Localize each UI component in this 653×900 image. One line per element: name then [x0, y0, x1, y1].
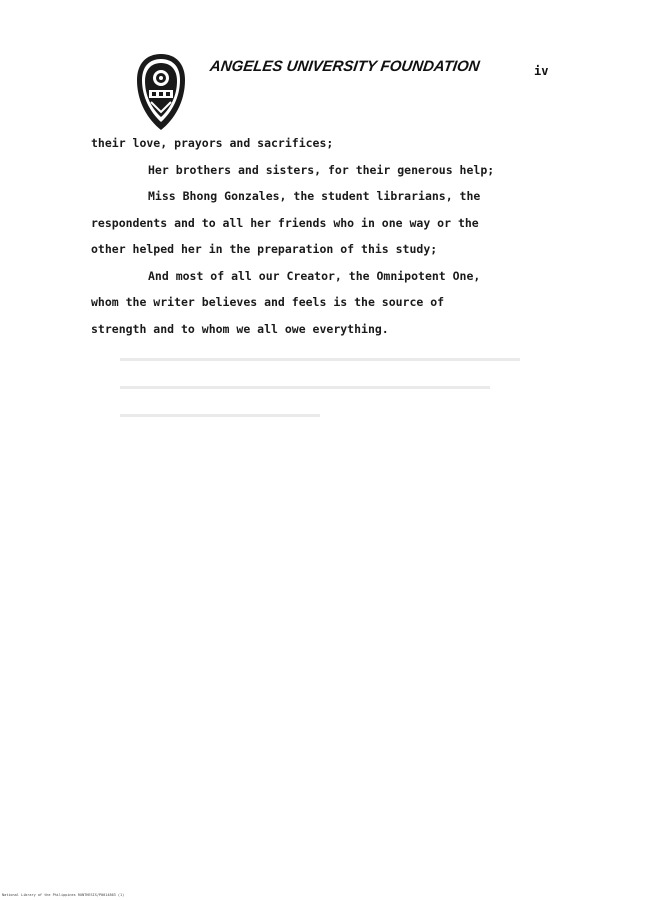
text-line: whom the writer believes and feels is the source of: [91, 295, 445, 309]
page-number: iv: [534, 64, 549, 78]
text-line: Her brothers and sisters, for their generous help;: [148, 162, 495, 177]
text-line: strength and to whom we all owe everything.: [91, 321, 389, 336]
acknowledgment-text: [91, 130, 591, 342]
text-line: their love, prayors and sacrifices;: [91, 136, 334, 150]
text-line: other helped her in the preparation of this study;: [91, 242, 438, 256]
archive-footer: National Library of the Philippines RUNTHESIS/P0014863 (1): [2, 893, 125, 897]
university-seal-icon: [132, 52, 190, 132]
text-line: And most of all our Creator, the Omnipotent One,: [148, 268, 481, 283]
show-through-smudge: [110, 350, 530, 430]
text-line: Miss Bhong Gonzales, the student librarians, the: [148, 189, 481, 203]
letterhead-title: ANGELES UNIVERSITY FOUNDATION: [208, 58, 481, 75]
text-line: respondents and to all her friends who in one way or the: [91, 215, 479, 230]
